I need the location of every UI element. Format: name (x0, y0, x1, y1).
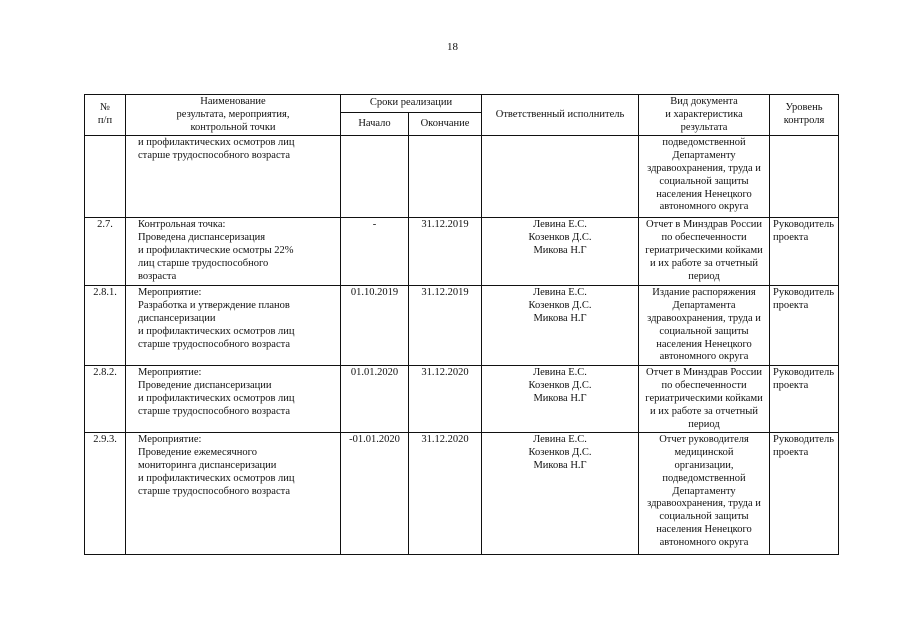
project-plan-table (84, 94, 839, 555)
row-name: и профилактических осмотров лиц старше трудоспособного возраста (126, 136, 341, 218)
row-num: 2.7. (85, 218, 126, 286)
table-row (85, 286, 839, 366)
row-end: 31.12.2019 (409, 218, 482, 286)
row-level: Руководитель проекта (770, 286, 839, 366)
row-executor: Левина Е.С. Козенков Д.С. Микова Н.Г (482, 433, 639, 555)
row-executor: Левина Е.С. Козенков Д.С. Микова Н.Г (482, 286, 639, 366)
table-row (85, 433, 839, 555)
row-num: 2.8.1. (85, 286, 126, 366)
row-end (409, 136, 482, 218)
row-start (341, 136, 409, 218)
row-num (85, 136, 126, 218)
header-level: Уровень контроля (770, 95, 839, 136)
header-row (85, 95, 839, 113)
table-row (85, 136, 839, 218)
header-document: Вид документа и характеристика результата (639, 95, 770, 136)
row-executor (482, 136, 639, 218)
row-name: Мероприятие: Проведение диспансеризации и профилактических осмотров лиц старше трудоспособного возраста (126, 366, 341, 433)
row-document: Издание распоряжения Департамента здравоохранения, труда и социальной защиты населения Ненецкого автономного округа (639, 286, 770, 366)
row-end: 31.12.2019 (409, 286, 482, 366)
row-level: Руководитель проекта (770, 433, 839, 555)
row-start: -01.01.2020 (341, 433, 409, 555)
row-document: подведомственной Департаменту здравоохранения, труда и социальной защиты населения Ненецкого автономного округа (639, 136, 770, 218)
row-name: Мероприятие: Разработка и утверждение планов диспансеризации и профилактических осмотров лиц старше трудоспособного возраста (126, 286, 341, 366)
row-name: Контрольная точка: Проведена диспансеризация и профилактические осмотры 22% лиц старше трудоспособного возраста (126, 218, 341, 286)
page-number: 18 (447, 41, 458, 53)
row-end: 31.12.2020 (409, 433, 482, 555)
row-num: 2.9.3. (85, 433, 126, 555)
row-start: - (341, 218, 409, 286)
row-level: Руководитель проекта (770, 366, 839, 433)
row-end: 31.12.2020 (409, 366, 482, 433)
header-executor: Ответственный исполнитель (482, 95, 639, 136)
table-row (85, 366, 839, 433)
header-dates: Сроки реализации (341, 95, 482, 113)
row-start: 01.10.2019 (341, 286, 409, 366)
row-document: Отчет руководителя медицинской организации, подведомственной Департаменту здравоохранения, труда и социальной защиты населения Ненецкого автономного округа (639, 433, 770, 555)
row-num: 2.8.2. (85, 366, 126, 433)
header-start: Начало (341, 113, 409, 136)
row-level: Руководитель проекта (770, 218, 839, 286)
row-executor: Левина Е.С. Козенков Д.С. Микова Н.Г (482, 218, 639, 286)
header-name: Наименование результата, мероприятия, контрольной точки (126, 95, 341, 136)
row-document: Отчет в Минздрав России по обеспеченности гериатрическими койками и их работе за отчетный период (639, 218, 770, 286)
row-level (770, 136, 839, 218)
row-name: Мероприятие: Проведение ежемесячного мониторинга диспансеризации и профилактических осмотров лиц старше трудоспособного возраста (126, 433, 341, 555)
row-executor: Левина Е.С. Козенков Д.С. Микова Н.Г (482, 366, 639, 433)
header-end: Окончание (409, 113, 482, 136)
table-row (85, 218, 839, 286)
row-start: 01.01.2020 (341, 366, 409, 433)
header-num: № п/п (85, 95, 126, 136)
row-document: Отчет в Минздрав России по обеспеченности гериатрическими койками и их работе за отчетный период (639, 366, 770, 433)
